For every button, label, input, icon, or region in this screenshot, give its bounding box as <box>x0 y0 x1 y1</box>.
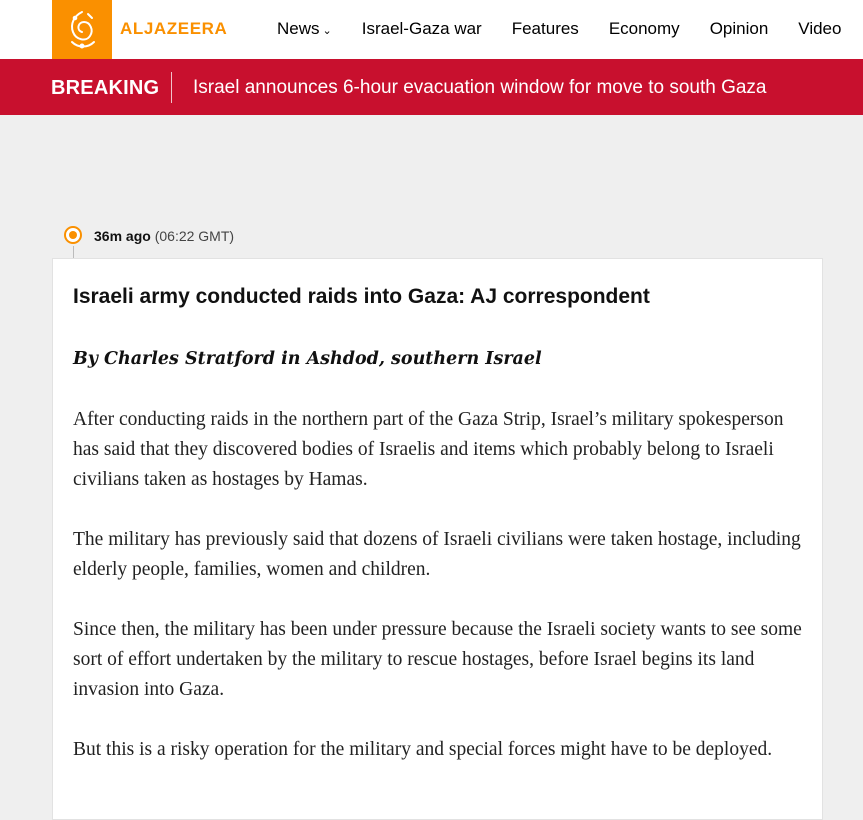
nav-item-label: Economy <box>608 19 680 38</box>
nav-item-opinion[interactable] <box>710 19 769 39</box>
nav-item-label: Features <box>511 19 579 38</box>
nav-item-label: Video <box>798 19 842 38</box>
time-ago: 36m ago <box>94 228 151 244</box>
nav-item-label: Israel-Gaza war <box>361 19 482 38</box>
nav-item-video[interactable] <box>798 19 841 39</box>
main-nav <box>277 19 863 39</box>
byline: By Charles Stratford in Ashdod, southern Israel <box>73 349 542 369</box>
nav-item-economy[interactable] <box>609 19 680 39</box>
breaking-headline-link[interactable]: Israel announces 6-hour evacuation window for move to south Gaza <box>193 77 767 98</box>
chevron-down-icon: ⌄ <box>322 24 332 37</box>
paragraph: After conducting raids in the northern part of the Gaza Strip, Israel’s military spokesperson has said that they discovered bodies of Israelis and items which probably belong to Israeli civilians taken as hostages by Hamas. <box>73 409 784 490</box>
time-gmt: (06:22 GMT) <box>154 228 235 244</box>
update-title: Israeli army conducted raids into Gaza: AJ correspondent <box>73 285 650 308</box>
breaking-divider <box>171 72 172 103</box>
breaking-news-bar <box>0 59 863 115</box>
post-timestamp <box>94 228 234 244</box>
nav-item-label: News <box>277 19 320 38</box>
aljazeera-logo-icon[interactable] <box>52 0 112 59</box>
paragraph: But this is a risky operation for the military and special forces might have to be deployed. <box>73 739 773 760</box>
nav-item-news[interactable] <box>277 19 332 39</box>
nav-item-label: Opinion <box>709 19 769 38</box>
paragraph: The military has previously said that dozens of Israeli civilians were taken hostage, including elderly people, families, women and children. <box>73 529 801 580</box>
nav-item-features[interactable] <box>512 19 579 39</box>
paragraph: Since then, the military has been under pressure because the Israeli society wants to see some sort of effort undertaken by the military to rescue hostages, before Israel begins its land invasion into Gaza. <box>73 619 802 700</box>
calligraphy-logo-icon <box>64 8 100 52</box>
timeline-line <box>73 246 74 258</box>
logo-wordmark[interactable]: ALJAZEERA <box>120 19 228 38</box>
site-header <box>0 0 863 59</box>
breaking-label: BREAKING <box>51 77 160 99</box>
live-update-card <box>52 258 823 820</box>
timeline-dot-icon <box>64 226 82 244</box>
nav-item-israel-gaza-war[interactable] <box>362 19 482 39</box>
